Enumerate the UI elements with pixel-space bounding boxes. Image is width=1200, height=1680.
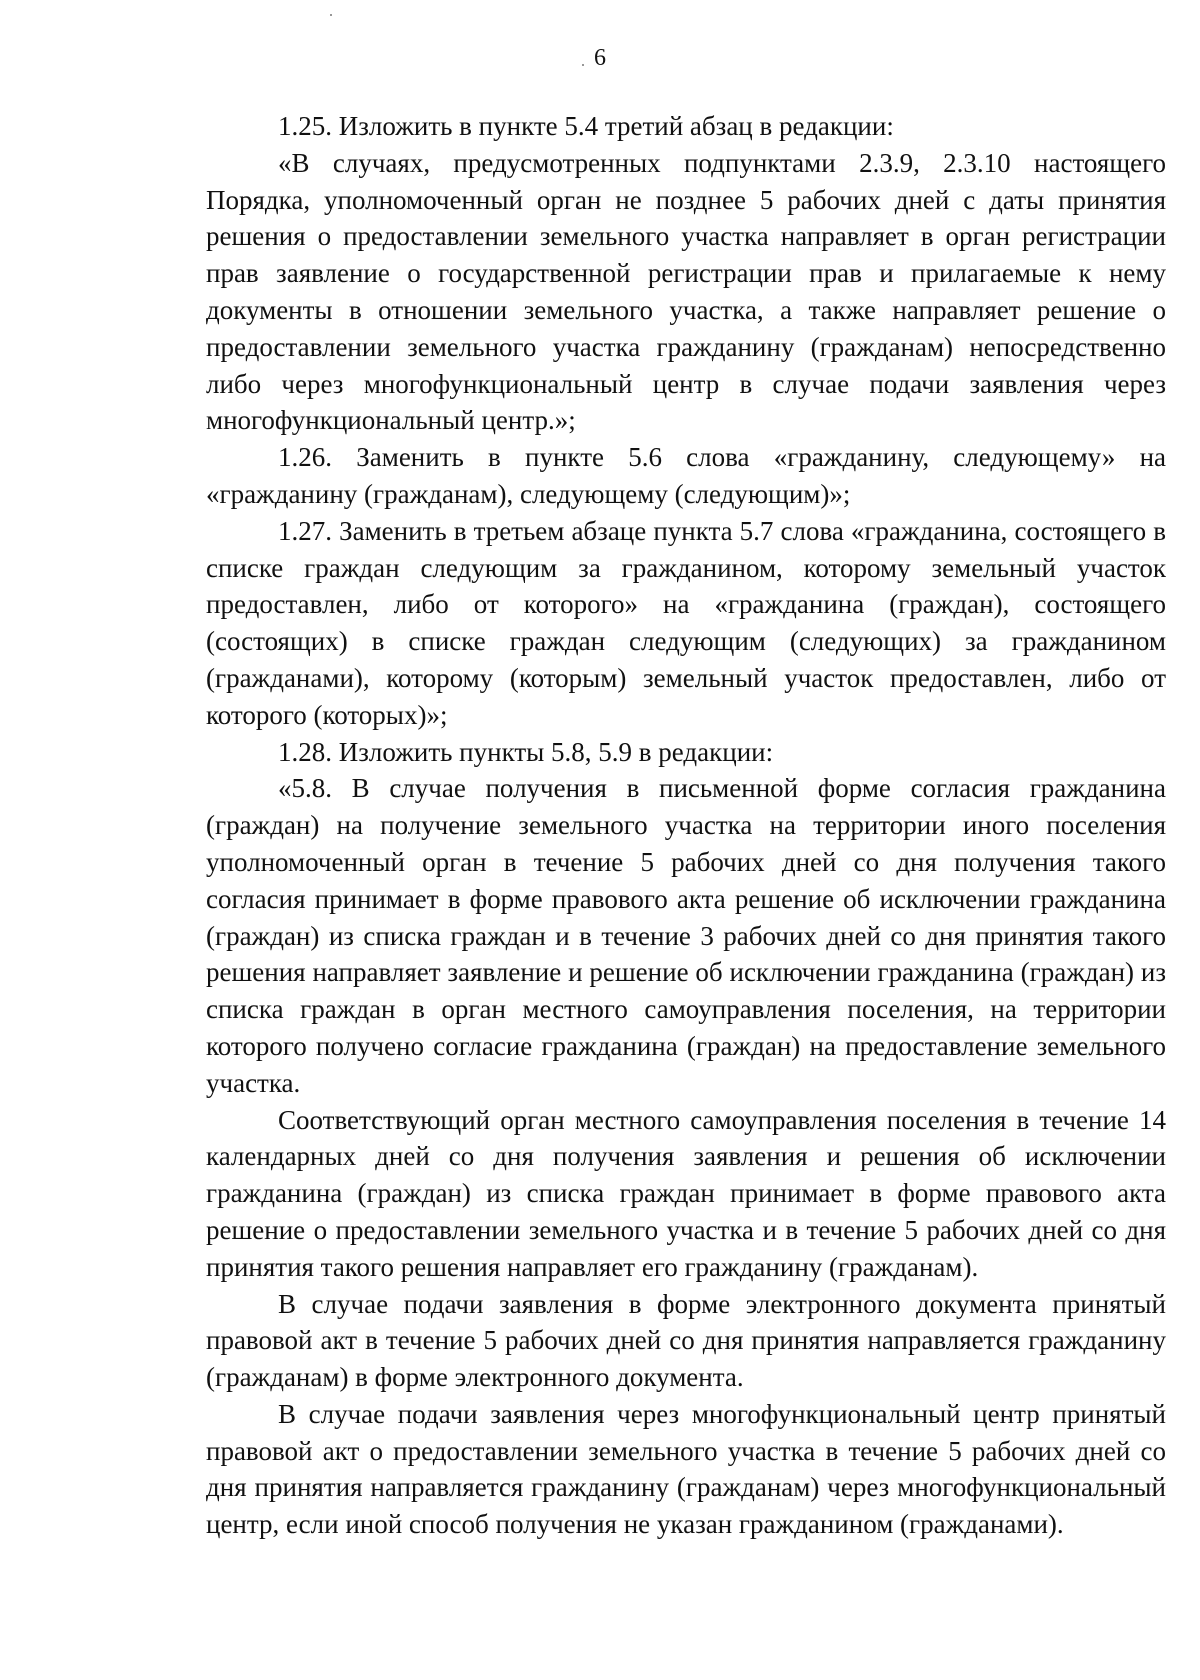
- paragraph-quote-5-4: «В случаях, предусмотренных подпунктами 2.3.9, 2.3.10 настоящего Порядка, уполномоченный орган не позднее 5 рабочих дней с даты принятия решения о предоставлении земельного участка направляет в орган регистрации прав заявление о государственной регистрации прав и прилагаемые к нему документы в отношении земельного участка, а также направляет решение о предоставлении земельного участка гражданину (гражданам) непосредственно либо через многофункциональный центр в случае подачи заявления через многофункциональный центр.»;: [206, 147, 1166, 436]
- paragraph-1-28: 1.28. Изложить пункты 5.8, 5.9 в редакции:: [278, 736, 774, 767]
- paragraph-local-authority: Соответствующий орган местного самоуправления поселения в течение 14 календарных дней со дня получения заявления и решения об исключении гражданина (граждан) из списка граждан принимает в форме правового акта решение о предоставлении земельного участка и в течение 5 рабочих дней со дня принятия такого решения направляет его гражданину (гражданам).: [206, 1104, 1166, 1282]
- document-body: [206, 108, 1166, 1543]
- page-number: 6: [594, 45, 606, 71]
- paragraph-multifunctional-center: В случае подачи заявления через многофункциональный центр принятый правовой акт о предоставлении земельного участка в течение 5 рабочих дней со дня принятия направляется гражданину (гражданам) через многофункциональный центр, если иной способ получения не указан гражданином (гражданами).: [206, 1398, 1166, 1540]
- paragraph-1-25: 1.25. Изложить в пункте 5.4 третий абзац в редакции:: [278, 111, 894, 141]
- paragraph-1-27: 1.27. Заменить в третьем абзаце пункта 5.7 слова «гражданина, состоящего в списке граждан следующим за гражданином, которому земельный участок предоставлен, либо от которого» на «гражданина (граждан), состоящего (состоящих) в списке граждан следующим (следующих) за гражданином (гражданами), которому (которым) земельный участок предоставлен, либо от которого (которых)»;: [206, 515, 1166, 730]
- paragraph-quote-5-8: «5.8. В случае получения в письменной форме согласия гражданина (граждан) на получение земельного участка на территории иного поселения уполномоченный орган в течение 5 рабочих дней со дня получения такого согласия принимает в форме правового акта решение об исключении гражданина (граждан) из списка граждан и в течение 3 рабочих дней со дня принятия такого решения направляет заявление и решение об исключении гражданина (граждан) из списка граждан в орган местного самоуправления поселения, на территории которого получено согласие гражданина (граждан) на предоставление земельного участка.: [206, 773, 1166, 1098]
- scan-speck: [330, 14, 332, 16]
- paragraph-electronic-document: В случае подачи заявления в форме электронного документа принятый правовой акт в течение 5 рабочих дней со дня принятия направляется гражданину (гражданам) в форме электронного документа.: [206, 1288, 1166, 1393]
- paragraph-1-26: 1.26. Заменить в пункте 5.6 слова «гражданину, следующему» на «гражданину (гражданам), следующему (следующим)»;: [206, 442, 1166, 509]
